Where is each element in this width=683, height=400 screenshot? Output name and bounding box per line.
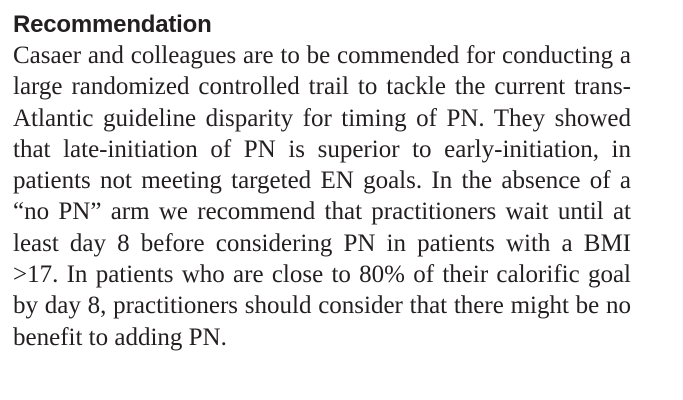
recommendation-section (13, 10, 631, 353)
section-heading: Recommendation (13, 11, 212, 38)
recommendation-paragraph: Casaer and colleagues are to be commended for conducting a large randomized controlled trail to tackle the current trans-Atlantic guideline disparity for timing of PN. They showed that late-initiation of PN is superior to early-initiation, in patients not meeting targeted EN goals. In the absence of a “no PN” arm we recommend that practitioners wait until at least day 8 before considering PN in patients with a BMI >17. In patients who are close to 80% of their calorific goal by day 8, practitioners should consider that there might be no benefit to adding PN. (13, 42, 631, 351)
